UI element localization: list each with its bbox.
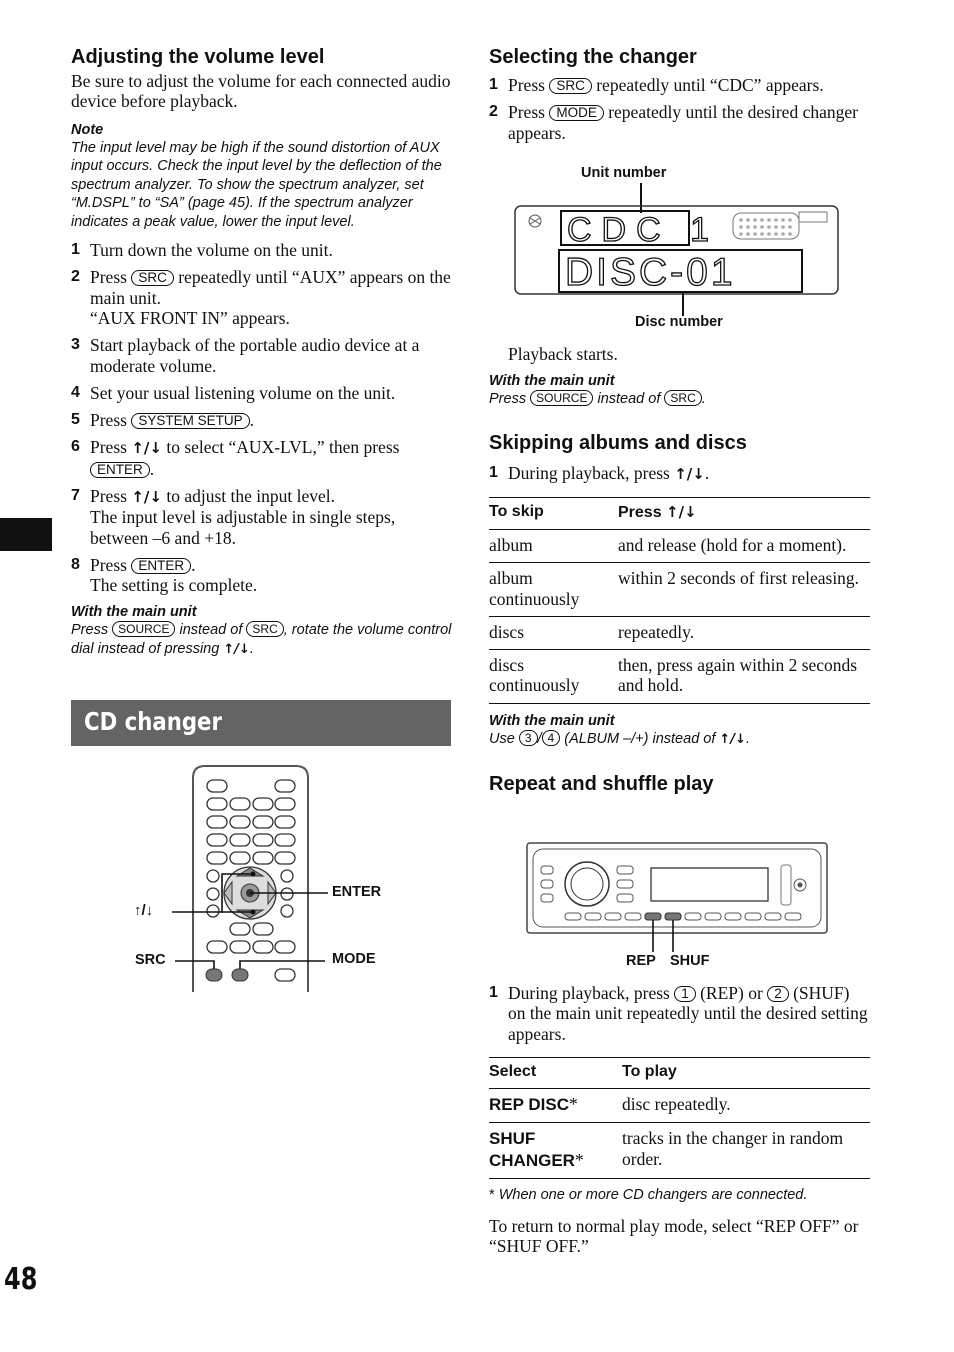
- volume-step-6: [71, 437, 453, 479]
- step-number: 1: [489, 76, 498, 93]
- step-text: Press: [508, 75, 545, 95]
- volume-heading: Adjusting the volume level: [71, 46, 325, 68]
- column-header: To skip: [489, 497, 618, 529]
- enter-key: ENTER: [90, 462, 150, 478]
- step-text: Set your usual listening volume on the unit.: [90, 382, 396, 403]
- mode-key: MODE: [549, 105, 604, 121]
- volume-step-8: [71, 555, 453, 596]
- skip-table: [489, 497, 870, 704]
- table-cell: within 2 seconds of first releasing.: [618, 563, 870, 617]
- section-tab-marker: [0, 518, 52, 551]
- step-text: Turn down the volume on the unit.: [90, 240, 333, 261]
- disc-number-label: Disc number: [635, 314, 723, 330]
- table-cell: discs: [489, 616, 618, 649]
- step-number: 4: [71, 383, 80, 401]
- volume-step-4: [71, 383, 453, 403]
- table-header-row: [489, 1057, 870, 1088]
- note-fragment: .: [249, 640, 254, 657]
- system-setup-key: SYSTEM SETUP: [131, 413, 249, 429]
- setting-name: SHUF CHANGER: [489, 1129, 575, 1170]
- src-key: SRC: [246, 621, 283, 637]
- table-row: [489, 650, 870, 704]
- key-2: 2: [767, 986, 789, 1002]
- step-text: repeatedly until the desired changer appears.: [508, 102, 858, 143]
- enter-callout-label: ENTER: [332, 884, 382, 900]
- unit-number-label: Unit number: [581, 165, 667, 181]
- up-down-arrow-icon: ↑/↓: [719, 731, 746, 747]
- changer-step-1: [489, 75, 871, 95]
- left-column: [71, 45, 453, 659]
- mode-callout-label: MODE: [332, 951, 376, 967]
- step-result: “AUX FRONT IN” appears.: [90, 307, 290, 328]
- section-title: CD changer: [84, 707, 222, 736]
- volume-step-7: [71, 486, 453, 548]
- volume-intro: Be sure to adjust the volume for each connected audio device before playback.: [71, 71, 451, 111]
- shuf-button: [665, 913, 681, 920]
- table-cell: [489, 1089, 622, 1123]
- volume-step-1: [71, 240, 453, 260]
- note-fragment: instead of: [597, 391, 661, 407]
- changer-heading: Selecting the changer: [489, 46, 697, 68]
- column-header: Select: [489, 1057, 622, 1088]
- table-header-row: [489, 497, 870, 529]
- key-1: 1: [674, 986, 696, 1002]
- step-text: Press: [90, 554, 127, 575]
- note-fragment: Press: [489, 391, 527, 407]
- step-text: Start playback of the portable audio device at a moderate volume.: [90, 335, 420, 376]
- up-down-arrow-icon: ↑/↓: [666, 502, 697, 521]
- head-unit-illustration: [525, 840, 830, 952]
- skip-heading: Skipping albums and discs: [489, 432, 747, 455]
- table-cell: album continuously: [489, 563, 618, 617]
- table-cell: disc repeatedly.: [622, 1089, 870, 1123]
- step-text: to adjust the input level.: [166, 486, 335, 506]
- step-text: .: [249, 410, 254, 431]
- table-cell: repeatedly.: [618, 616, 870, 649]
- src-key: SRC: [131, 270, 174, 286]
- footnote-marker: *: [489, 1187, 495, 1204]
- main-unit-title: With the main unit: [489, 712, 615, 729]
- note-title: Note: [71, 122, 104, 138]
- step-number: 1: [489, 984, 498, 1001]
- footnote: [489, 1186, 871, 1204]
- main-unit-note: [71, 621, 453, 659]
- rep-callout-label: REP: [626, 953, 656, 969]
- step-number: 3: [71, 336, 80, 354]
- table-cell: [489, 1123, 622, 1179]
- repeat-step-1: [489, 983, 871, 1044]
- footnote-marker: *: [569, 1094, 578, 1115]
- up-down-arrow-icon: ↑/↓: [131, 488, 162, 506]
- up-down-arrow-icon: ↑/↓: [674, 465, 705, 484]
- note-fragment: Press: [71, 622, 109, 639]
- table-row: [489, 530, 870, 563]
- shuf-callout-label: SHUF: [670, 953, 710, 969]
- table-row: [489, 616, 870, 649]
- step-text: .: [704, 463, 710, 484]
- right-column: [489, 45, 871, 143]
- step-number: 1: [489, 464, 498, 482]
- table-cell: discs continuously: [489, 650, 618, 704]
- note-fragment: .: [701, 391, 706, 407]
- skip-step-1: [489, 463, 871, 484]
- column-header-text: Press: [618, 503, 662, 521]
- source-key: SOURCE: [112, 621, 175, 637]
- page-number: 48: [4, 1262, 38, 1297]
- step-number: 2: [489, 103, 498, 121]
- table-cell: album: [489, 530, 618, 563]
- main-unit-title: With the main unit: [489, 373, 615, 389]
- key-3: 3: [519, 730, 538, 746]
- up-down-callout-label: ↑/↓: [134, 902, 154, 919]
- note-fragment: (ALBUM –/+) instead of: [564, 730, 716, 747]
- step-text: Press: [508, 102, 545, 123]
- step-result: The input level is adjustable in single steps, between –6 and +18.: [90, 507, 396, 548]
- footnote-text: When one or more CD changers are connected.: [498, 1187, 808, 1204]
- volume-step-2: [71, 267, 453, 328]
- display-illustration: [513, 183, 843, 318]
- playback-starts: Playback starts.: [508, 344, 618, 364]
- column-header: [618, 497, 870, 529]
- table-row: [489, 1089, 870, 1123]
- step-number: 6: [71, 438, 80, 456]
- step-text: repeatedly until “CDC” appears.: [596, 75, 824, 95]
- key-4: 4: [542, 730, 561, 746]
- step-text: (REP) or: [700, 983, 763, 1003]
- note-fragment: Use: [489, 730, 515, 747]
- table-row: [489, 563, 870, 617]
- source-key: SOURCE: [530, 390, 593, 406]
- mode-remote-button: [232, 969, 248, 981]
- table-cell: then, press again within 2 seconds and hold.: [618, 650, 870, 704]
- display-line-1: CDC 1: [567, 211, 720, 249]
- footnote-marker: *: [574, 1149, 584, 1170]
- src-key: SRC: [664, 390, 701, 406]
- step-text: During playback, press: [508, 983, 670, 1003]
- src-callout-label: SRC: [135, 952, 166, 968]
- step-text: Press: [90, 410, 127, 431]
- step-text: Press: [90, 267, 127, 288]
- step-text: (SHUF) on the main unit repeatedly until the desired setting appears.: [508, 983, 868, 1044]
- step-text: Press: [90, 486, 127, 506]
- repeat-heading: Repeat and shuffle play: [489, 773, 714, 796]
- table-cell: tracks in the changer in random order.: [622, 1123, 870, 1179]
- src-remote-button: [206, 969, 222, 981]
- closing-text: To return to normal play mode, select “REP OFF” or “SHUF OFF.”: [489, 1216, 859, 1257]
- setting-name: REP DISC: [489, 1095, 569, 1115]
- volume-step-5: [71, 410, 453, 430]
- src-key: SRC: [549, 78, 592, 94]
- step-number: 1: [71, 241, 80, 259]
- note-fragment: /: [537, 730, 542, 747]
- step-number: 8: [71, 555, 80, 573]
- table-cell: and release (hold for a moment).: [618, 530, 870, 563]
- step-text: to select “AUX-LVL,” then press: [166, 437, 400, 458]
- note-fragment: .: [745, 730, 750, 747]
- step-text: .: [191, 554, 196, 575]
- step-text: During playback, press: [508, 463, 670, 484]
- note-fragment: , rotate the volume control dial instead of pressing: [71, 622, 452, 657]
- right-column-lower: [489, 344, 871, 798]
- volume-step-3: [71, 335, 453, 376]
- select-table: [489, 1057, 870, 1179]
- display-line-2: DISC-01: [565, 251, 736, 294]
- rep-button: [645, 913, 661, 920]
- main-unit-note: [489, 390, 871, 408]
- column-header: To play: [622, 1057, 870, 1088]
- up-down-arrow-icon: ↑/↓: [131, 439, 162, 458]
- step-number: 5: [71, 411, 80, 429]
- section-band: [71, 700, 451, 746]
- main-unit-note: [489, 730, 871, 749]
- step-text: repeatedly until “AUX” appears on the main unit.: [90, 267, 451, 308]
- step-number: 2: [71, 268, 80, 286]
- enter-key: ENTER: [131, 558, 191, 574]
- step-text: .: [149, 458, 155, 479]
- step-result: The setting is complete.: [90, 575, 258, 596]
- table-row: [489, 1123, 870, 1179]
- step-text: Press: [90, 437, 127, 458]
- repeat-section: [489, 976, 871, 1256]
- up-down-arrow-icon: ↑/↓: [223, 641, 250, 657]
- main-unit-title: With the main unit: [71, 604, 197, 621]
- note-fragment: instead of: [179, 622, 243, 639]
- changer-step-2: [489, 102, 871, 143]
- step-number: 7: [71, 487, 80, 504]
- note-text: The input level may be high if the sound distortion of AUX input occurs. Check the input level by the deflection of the spectrum analyzer. To show the spectrum analyzer, set “M.DSPL” to “SA” (page 45). If the spectrum analyzer indicates a peak value, lower the input level.: [71, 140, 442, 230]
